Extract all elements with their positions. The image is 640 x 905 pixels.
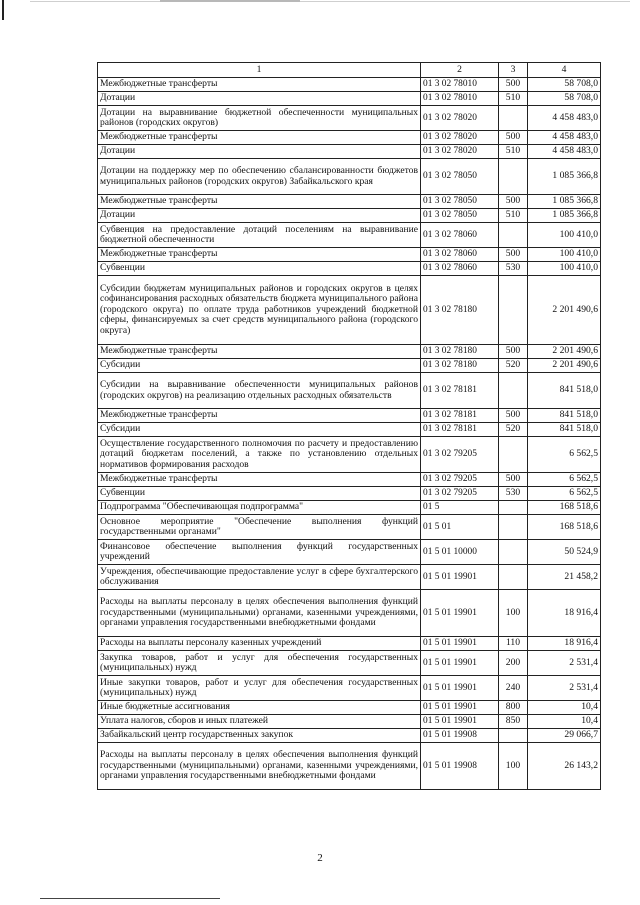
row-kind-cell (499, 223, 528, 248)
row-name-cell: Субсидии на выравнивание обеспеченности муниципальных районов (городских округов) на реализацию отдельных расходных обязательств (98, 373, 421, 409)
row-sum-cell: 18 916,4 (528, 637, 601, 651)
row-name-cell: Закупка товаров, работ и услуг для обеспечения государственных (муниципальных) нужд (98, 651, 421, 676)
row-sum-cell: 2 201 490,6 (528, 276, 601, 345)
row-kind-cell (499, 106, 528, 131)
table-row (98, 78, 601, 92)
row-name-cell: Иные бюджетные ассигнования (98, 701, 421, 715)
row-sum-cell: 4 458 483,0 (528, 131, 601, 145)
row-name-cell: Межбюджетные трансферты (98, 345, 421, 359)
row-sum-cell: 100 410,0 (528, 262, 601, 276)
row-sum-cell: 2 201 490,6 (528, 345, 601, 359)
row-kind-cell: 110 (499, 637, 528, 651)
row-code-cell: 01 3 02 78180 (421, 359, 499, 373)
row-sum-cell: 18 916,4 (528, 590, 601, 637)
row-code-cell: 01 5 01 19901 (421, 701, 499, 715)
row-name-cell: Межбюджетные трансферты (98, 473, 421, 487)
row-name-cell: Субсидии (98, 423, 421, 437)
row-sum-cell: 2 531,4 (528, 651, 601, 676)
row-code-cell: 01 3 02 78181 (421, 373, 499, 409)
table-row (98, 637, 601, 651)
row-sum-cell: 26 143,2 (528, 743, 601, 790)
row-sum-cell: 10,4 (528, 715, 601, 729)
row-sum-cell: 100 410,0 (528, 248, 601, 262)
row-code-cell: 01 3 02 78060 (421, 248, 499, 262)
row-code-cell: 01 3 02 79205 (421, 437, 499, 473)
row-name-cell: Субвенция на предоставление дотаций поселениям на выравнивание бюджетной обеспеченности (98, 223, 421, 248)
table-row (98, 262, 601, 276)
table-row (98, 373, 601, 409)
row-code-cell: 01 3 02 78050 (421, 159, 499, 195)
row-sum-cell: 100 410,0 (528, 223, 601, 248)
row-sum-cell: 6 562,5 (528, 437, 601, 473)
row-kind-cell (499, 540, 528, 565)
row-name-cell: Межбюджетные трансферты (98, 78, 421, 92)
row-name-cell: Учреждения, обеспечивающие предоставление услуг в сфере бухгалтерского обслуживания (98, 565, 421, 590)
row-kind-cell: 240 (499, 676, 528, 701)
row-code-cell: 01 5 01 19908 (421, 743, 499, 790)
row-name-cell: Субвенции (98, 262, 421, 276)
header-cell-kind: 3 (499, 63, 528, 78)
row-kind-cell (499, 729, 528, 743)
row-kind-cell: 500 (499, 345, 528, 359)
row-code-cell: 01 5 01 19901 (421, 637, 499, 651)
table-row (98, 515, 601, 540)
table-row (98, 423, 601, 437)
row-kind-cell: 500 (499, 409, 528, 423)
row-name-cell: Иные закупки товаров, работ и услуг для обеспечения государственных (муниципальных) нужд (98, 676, 421, 701)
row-code-cell: 01 5 (421, 501, 499, 515)
row-sum-cell: 1 085 366,8 (528, 159, 601, 195)
row-kind-cell: 800 (499, 701, 528, 715)
row-kind-cell: 500 (499, 195, 528, 209)
scan-artifact-line (30, 1, 630, 2)
row-code-cell: 01 5 01 19901 (421, 651, 499, 676)
row-name-cell: Дотации на поддержку мер по обеспечению сбалансированности бюджетов муниципальных районов (городских округов) Забайкальского края (98, 159, 421, 195)
row-code-cell: 01 3 02 78050 (421, 209, 499, 223)
row-kind-cell: 100 (499, 743, 528, 790)
table-row (98, 345, 601, 359)
row-sum-cell: 4 458 483,0 (528, 145, 601, 159)
header-cell-code: 2 (421, 63, 499, 78)
header-cell-sum: 4 (528, 63, 601, 78)
table-row (98, 145, 601, 159)
table-row (98, 540, 601, 565)
table-header-row (98, 63, 601, 78)
row-kind-cell (499, 515, 528, 540)
row-kind-cell: 500 (499, 78, 528, 92)
row-code-cell: 01 3 02 78020 (421, 106, 499, 131)
row-kind-cell (499, 565, 528, 590)
row-name-cell: Расходы на выплаты персоналу в целях обеспечения выполнения функций государственными (муниципальными) органами, казенными учреждениями, органами управления государственными внебюджетными фондами (98, 743, 421, 790)
row-sum-cell: 6 562,5 (528, 487, 601, 501)
row-kind-cell: 510 (499, 92, 528, 106)
row-sum-cell: 10,4 (528, 701, 601, 715)
table-row (98, 501, 601, 515)
row-name-cell: Межбюджетные трансферты (98, 409, 421, 423)
row-kind-cell (499, 159, 528, 195)
table-row (98, 590, 601, 637)
budget-table (97, 62, 601, 790)
row-sum-cell: 21 458,2 (528, 565, 601, 590)
row-code-cell: 01 5 01 19901 (421, 590, 499, 637)
row-code-cell: 01 5 01 19908 (421, 729, 499, 743)
page-number: 2 (317, 852, 323, 864)
row-sum-cell: 50 524,9 (528, 540, 601, 565)
row-kind-cell: 520 (499, 359, 528, 373)
row-sum-cell: 1 085 366,8 (528, 209, 601, 223)
row-name-cell: Дотации (98, 209, 421, 223)
row-code-cell: 01 5 01 19901 (421, 565, 499, 590)
row-code-cell: 01 5 01 (421, 515, 499, 540)
table-row (98, 715, 601, 729)
scan-artifact-segment (160, 0, 300, 2)
row-name-cell: Забайкальский центр государственных закупок (98, 729, 421, 743)
row-code-cell: 01 5 01 19901 (421, 676, 499, 701)
table-row (98, 651, 601, 676)
table-row (98, 131, 601, 145)
row-code-cell: 01 3 02 79205 (421, 487, 499, 501)
row-sum-cell: 2 531,4 (528, 676, 601, 701)
table-row (98, 359, 601, 373)
row-code-cell: 01 3 02 78020 (421, 131, 499, 145)
row-code-cell: 01 3 02 78060 (421, 262, 499, 276)
row-sum-cell: 58 708,0 (528, 92, 601, 106)
row-sum-cell: 841 518,0 (528, 373, 601, 409)
row-sum-cell: 168 518,6 (528, 501, 601, 515)
row-code-cell: 01 3 02 78050 (421, 195, 499, 209)
table-row (98, 701, 601, 715)
row-name-cell: Субвенции (98, 487, 421, 501)
row-kind-cell: 500 (499, 473, 528, 487)
row-kind-cell: 200 (499, 651, 528, 676)
row-kind-cell: 530 (499, 487, 528, 501)
row-kind-cell: 520 (499, 423, 528, 437)
row-code-cell: 01 5 01 19901 (421, 715, 499, 729)
scan-artifact-mark (2, 0, 4, 20)
table-row (98, 209, 601, 223)
table-row (98, 248, 601, 262)
row-code-cell: 01 3 02 78010 (421, 92, 499, 106)
table-row (98, 743, 601, 790)
table-row (98, 276, 601, 345)
row-kind-cell (499, 373, 528, 409)
footer-rule (40, 898, 220, 899)
row-sum-cell: 841 518,0 (528, 409, 601, 423)
table-row (98, 106, 601, 131)
table-row (98, 473, 601, 487)
row-code-cell: 01 3 02 79205 (421, 473, 499, 487)
row-code-cell: 01 5 01 10000 (421, 540, 499, 565)
row-code-cell: 01 3 02 78180 (421, 276, 499, 345)
row-code-cell: 01 3 02 78181 (421, 423, 499, 437)
row-kind-cell: 500 (499, 248, 528, 262)
scan-artifact-top (0, 0, 640, 4)
row-sum-cell: 4 458 483,0 (528, 106, 601, 131)
table-row (98, 223, 601, 248)
row-name-cell: Межбюджетные трансферты (98, 131, 421, 145)
row-code-cell: 01 3 02 78180 (421, 345, 499, 359)
row-name-cell: Основное мероприятие "Обеспечение выполнения функций государственными органами" (98, 515, 421, 540)
row-name-cell: Расходы на выплаты персоналу казенных учреждений (98, 637, 421, 651)
table-row (98, 487, 601, 501)
table-row (98, 409, 601, 423)
row-name-cell: Расходы на выплаты персоналу в целях обеспечения выполнения функций государственными (муниципальными) органами, казенными учреждениями, органами управления государственными внебюджетными фондами (98, 590, 421, 637)
row-sum-cell: 6 562,5 (528, 473, 601, 487)
row-kind-cell (499, 437, 528, 473)
row-kind-cell: 100 (499, 590, 528, 637)
header-cell-name: 1 (98, 63, 421, 78)
row-name-cell: Межбюджетные трансферты (98, 248, 421, 262)
row-name-cell: Дотации (98, 145, 421, 159)
table-row (98, 92, 601, 106)
row-kind-cell: 850 (499, 715, 528, 729)
table-row (98, 437, 601, 473)
row-kind-cell: 510 (499, 209, 528, 223)
row-sum-cell: 841 518,0 (528, 423, 601, 437)
row-name-cell: Дотации (98, 92, 421, 106)
row-name-cell: Уплата налогов, сборов и иных платежей (98, 715, 421, 729)
row-kind-cell: 510 (499, 145, 528, 159)
row-code-cell: 01 3 02 78060 (421, 223, 499, 248)
row-name-cell: Дотации на выравнивание бюджетной обеспеченности муниципальных районов (городских округов) (98, 106, 421, 131)
row-name-cell: Осуществление государственного полномочия по расчету и предоставлению дотаций бюджетам поселений, а также по установлению отдельных нормативов формирования расходов (98, 437, 421, 473)
row-code-cell: 01 3 02 78181 (421, 409, 499, 423)
table-row (98, 729, 601, 743)
table-row (98, 195, 601, 209)
row-sum-cell: 29 066,7 (528, 729, 601, 743)
table-row (98, 565, 601, 590)
row-kind-cell (499, 276, 528, 345)
row-sum-cell: 1 085 366,8 (528, 195, 601, 209)
row-sum-cell: 58 708,0 (528, 78, 601, 92)
row-kind-cell: 530 (499, 262, 528, 276)
table-row (98, 159, 601, 195)
row-kind-cell: 500 (499, 131, 528, 145)
table-row (98, 676, 601, 701)
row-name-cell: Финансовое обеспечение выполнения функций государственных учреждений (98, 540, 421, 565)
row-name-cell: Межбюджетные трансферты (98, 195, 421, 209)
row-sum-cell: 168 518,6 (528, 515, 601, 540)
row-code-cell: 01 3 02 78020 (421, 145, 499, 159)
row-kind-cell (499, 501, 528, 515)
row-code-cell: 01 3 02 78010 (421, 78, 499, 92)
row-name-cell: Субсидии (98, 359, 421, 373)
row-name-cell: Субсидии бюджетам муниципальных районов и городских округов в целях софинансирования расходных обязательств бюджета муниципального района (городского округа) по оплате труда работников учреждений бюджетной сферы, финансируемых за счет средств муниципального района (городского округа) (98, 276, 421, 345)
row-sum-cell: 2 201 490,6 (528, 359, 601, 373)
row-name-cell: Подпрограмма "Обеспечивающая подпрограмма" (98, 501, 421, 515)
